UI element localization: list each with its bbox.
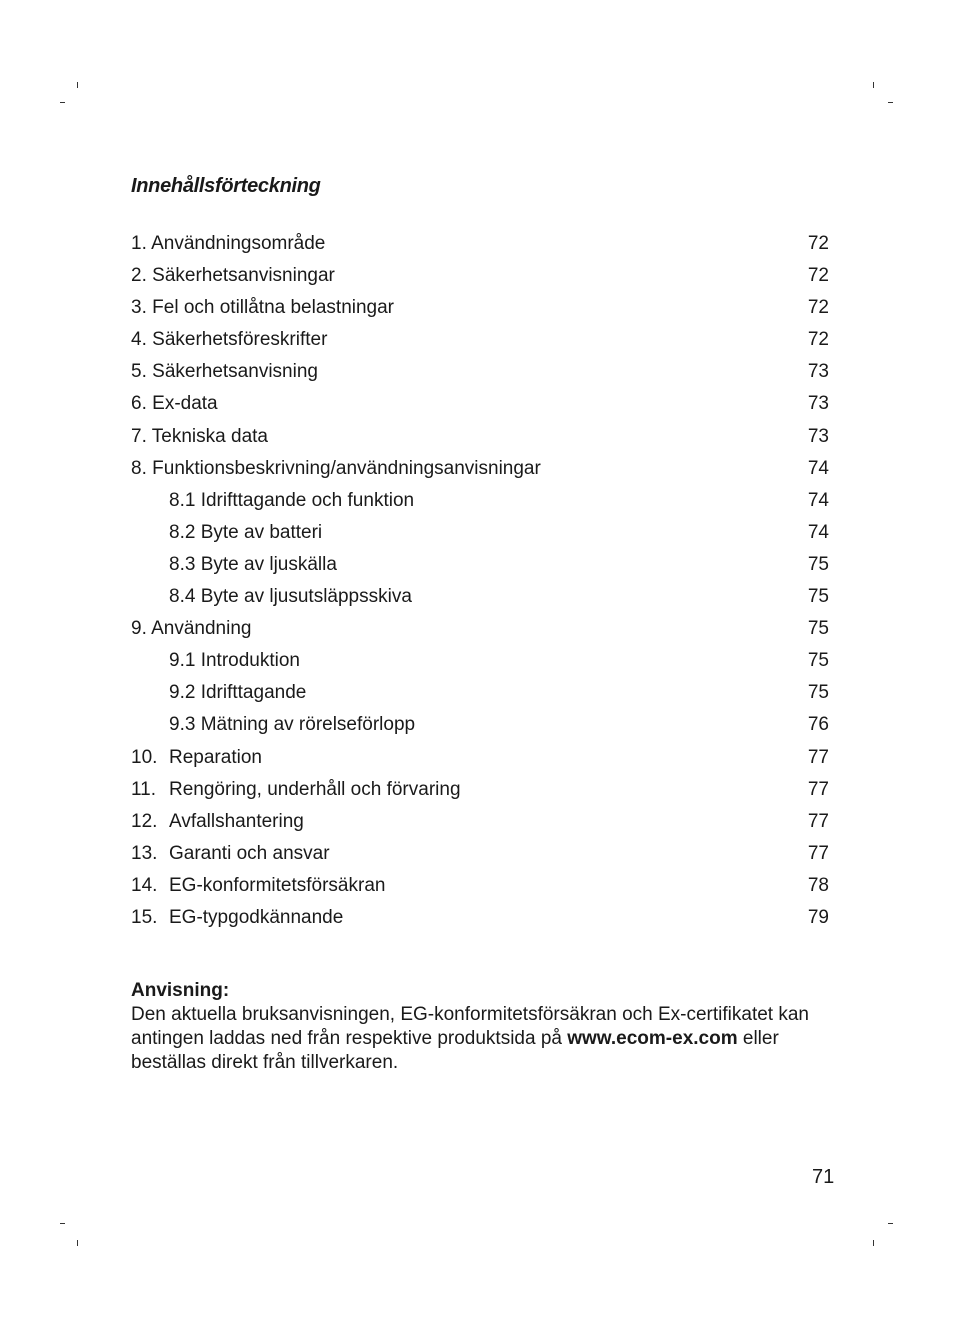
toc-entry[interactable] xyxy=(131,453,831,485)
toc-entry-page: 77 xyxy=(807,778,829,800)
toc-entry-page: 76 xyxy=(807,714,829,736)
toc-list xyxy=(131,228,831,934)
note-text-after: eller beställas direkt från tillverkaren. xyxy=(131,1028,779,1073)
toc-entry-title: Fel och otillåtna belastningar xyxy=(152,297,395,319)
toc-subentry[interactable] xyxy=(131,709,831,741)
toc-entry-number: 13. xyxy=(131,842,158,864)
toc-entry-title: Säkerhetsföreskrifter xyxy=(152,329,328,351)
toc-entry-number: 5. xyxy=(131,361,147,383)
toc-entry-number: 9. xyxy=(131,618,147,640)
toc-entry-title: Garanti och ansvar xyxy=(169,842,330,864)
toc-entry-page: 75 xyxy=(807,553,829,575)
toc-entry-page: 75 xyxy=(807,650,829,672)
crop-mark xyxy=(888,1223,893,1224)
toc-entry-title: Säkerhetsanvisning xyxy=(152,361,318,383)
toc-entry-number: 1. xyxy=(131,233,147,254)
toc-entry-number: 9.1 xyxy=(169,650,196,672)
toc-subentry[interactable] xyxy=(131,645,831,677)
toc-entry[interactable] xyxy=(131,388,831,420)
toc-entry-number: 10. xyxy=(131,746,158,768)
toc-entry-title: Idrifttagande och funktion xyxy=(200,489,415,511)
toc-subentry[interactable] xyxy=(131,549,831,581)
toc-entry-page: 72 xyxy=(807,233,829,254)
toc-subentry[interactable] xyxy=(131,485,831,517)
toc-entry-page: 75 xyxy=(807,682,829,704)
toc-entry[interactable] xyxy=(131,260,831,292)
toc-entry-number: 4. xyxy=(131,329,147,351)
note-text-before: Den aktuella bruksanvisningen, EG-konformitetsförsäkran och Ex-certifikatet kan antingen laddas ned från respektive produktsida på xyxy=(131,1004,809,1049)
toc-entry-page: 79 xyxy=(807,906,829,928)
toc-entry[interactable] xyxy=(131,742,831,774)
toc-entry-title: Användning xyxy=(151,618,252,640)
toc-entry-number: 15. xyxy=(131,906,158,928)
crop-mark xyxy=(60,102,65,103)
toc-entry-page: 74 xyxy=(807,521,829,543)
toc-entry-page: 74 xyxy=(807,489,829,511)
toc-entry[interactable] xyxy=(131,870,831,902)
toc-entry-page: 75 xyxy=(807,586,829,608)
note-block xyxy=(131,979,831,1075)
toc-entry-number: 9.2 xyxy=(169,682,196,704)
toc-entry[interactable] xyxy=(131,902,831,934)
toc-entry-number: 9.3 xyxy=(169,714,196,736)
toc-entry-title: Introduktion xyxy=(200,650,300,672)
toc-entry[interactable] xyxy=(131,228,831,260)
toc-entry[interactable] xyxy=(131,774,831,806)
toc-subentry[interactable] xyxy=(131,677,831,709)
toc-entry-title: EG-typgodkännande xyxy=(169,906,344,928)
toc-subentry[interactable] xyxy=(131,517,831,549)
toc-entry[interactable] xyxy=(131,806,831,838)
toc-entry[interactable] xyxy=(131,324,831,356)
toc-entry-title: Idrifttagande xyxy=(200,682,307,704)
toc-entry-title: Säkerhetsanvisningar xyxy=(152,265,335,287)
toc-entry-number: 8. xyxy=(131,457,147,479)
toc-entry-page: 73 xyxy=(807,361,829,383)
toc-entry-page: 72 xyxy=(807,297,829,319)
crop-mark xyxy=(873,82,874,88)
toc-entry-title: Avfallshantering xyxy=(169,810,304,832)
toc-entry-number: 8.2 xyxy=(169,521,196,543)
toc-entry-title: Byte av ljuskälla xyxy=(200,553,337,575)
toc-heading: Innehållsförteckning xyxy=(131,175,321,197)
toc-entry-title: Användningsområde xyxy=(151,233,326,254)
toc-entry-page: 72 xyxy=(807,329,829,351)
toc-subentry[interactable] xyxy=(131,581,831,613)
toc-entry-title: EG-konformitetsförsäkran xyxy=(169,874,386,896)
toc-entry-number: 3. xyxy=(131,297,147,319)
toc-entry-title: Funktionsbeskrivning/användningsanvisningar xyxy=(152,457,541,479)
crop-mark xyxy=(873,1240,874,1246)
toc-entry[interactable] xyxy=(131,292,831,324)
toc-entry-number: 14. xyxy=(131,874,158,896)
toc-entry-title: Ex-data xyxy=(152,393,218,415)
toc-entry-number: 6. xyxy=(131,393,147,415)
toc-entry[interactable] xyxy=(131,421,831,453)
toc-entry-title: Byte av ljusutsläppsskiva xyxy=(200,586,412,608)
toc-entry[interactable] xyxy=(131,356,831,388)
toc-entry-page: 78 xyxy=(807,874,829,896)
page-number: 71 xyxy=(812,1166,835,1188)
toc-entry-number: 11. xyxy=(131,778,157,800)
note-heading: Anvisning: xyxy=(131,980,230,1001)
toc-entry-title: Tekniska data xyxy=(151,425,268,447)
note-text xyxy=(131,1003,831,1075)
toc-entry-title: Rengöring, underhåll och förvaring xyxy=(169,778,461,800)
toc-entry-page: 72 xyxy=(807,265,829,287)
website-link[interactable]: www.ecom-ex.com xyxy=(567,1028,738,1049)
toc-entry-number: 2. xyxy=(131,265,147,287)
toc-entry-number: 8.3 xyxy=(169,553,196,575)
crop-mark xyxy=(60,1223,65,1224)
toc-entry-number: 8.1 xyxy=(169,489,196,511)
toc-entry-number: 12. xyxy=(131,810,158,832)
toc-entry-page: 77 xyxy=(807,842,829,864)
toc-entry-page: 77 xyxy=(807,810,829,832)
crop-mark xyxy=(77,1240,78,1246)
toc-entry-title: Byte av batteri xyxy=(200,521,323,543)
toc-entry[interactable] xyxy=(131,613,831,645)
toc-entry-number: 8.4 xyxy=(169,586,196,608)
toc-entry-page: 73 xyxy=(807,425,829,447)
toc-entry-page: 74 xyxy=(807,457,829,479)
toc-entry-page: 73 xyxy=(807,393,829,415)
toc-entry-page: 75 xyxy=(807,618,829,640)
crop-mark xyxy=(888,102,893,103)
toc-entry[interactable] xyxy=(131,838,831,870)
toc-entry-title: Mätning av rörelseförlopp xyxy=(200,714,416,736)
crop-mark xyxy=(77,82,78,88)
toc-entry-title: Reparation xyxy=(169,746,262,768)
toc-entry-number: 7. xyxy=(131,425,147,447)
toc-entry-page: 77 xyxy=(807,746,829,768)
